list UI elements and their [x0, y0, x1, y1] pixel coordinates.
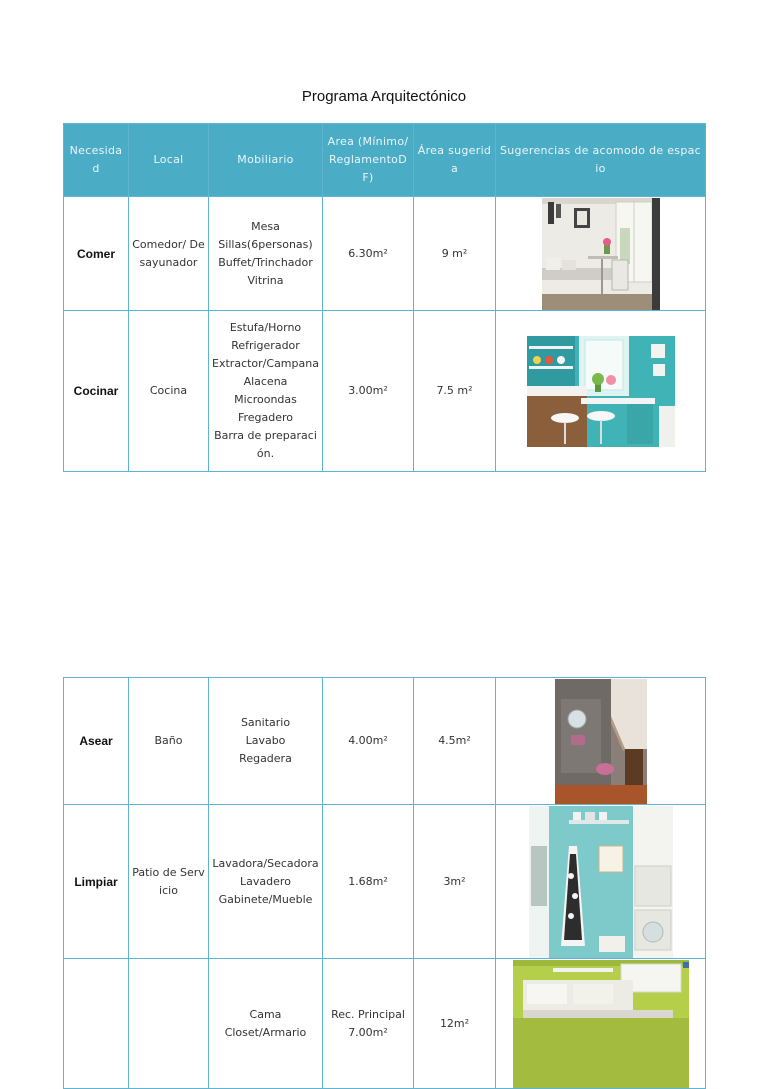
cell-area-sugerida: 7.5 m²	[414, 311, 496, 472]
cell-photo	[496, 805, 706, 959]
program-table-top	[63, 123, 706, 472]
cell-area-sugerida: 4.5m²	[414, 678, 496, 805]
cell-area-sugerida: 9 m²	[414, 197, 496, 311]
laundry-room-photo	[529, 806, 673, 958]
table-row	[64, 311, 706, 472]
header-necesidad: Necesidad	[64, 124, 129, 197]
cell-area-minima: Rec. Principal 7.00m²	[323, 959, 414, 1089]
cell-mobiliario: Sanitario Lavabo Regadera	[209, 678, 323, 805]
table-row	[64, 805, 706, 959]
header-area-minima: Area (Mínimo/ReglamentoDF)	[323, 124, 414, 197]
cell-photo	[496, 311, 706, 472]
cell-photo	[496, 678, 706, 805]
header-local: Local	[129, 124, 209, 197]
cell-local: Cocina	[129, 311, 209, 472]
cell-local: Baño	[129, 678, 209, 805]
page-title: Programa Arquitectónico	[301, 88, 467, 105]
under-stair-bathroom-photo	[555, 679, 647, 804]
turquoise-kitchen-photo	[527, 336, 675, 447]
program-table-bottom	[63, 677, 706, 1089]
dining-nook-photo	[542, 198, 660, 310]
cell-necesidad: Limpiar	[64, 805, 129, 959]
cell-necesidad: Comer	[64, 197, 129, 311]
header-area-sugerida: Área sugerida	[414, 124, 496, 197]
cell-necesidad: Cocinar	[64, 311, 129, 472]
cell-area-minima: 3.00m²	[323, 311, 414, 472]
cell-area-sugerida: 3m²	[414, 805, 496, 959]
header-sugerencias: Sugerencias de acomodo de espacio	[496, 124, 706, 197]
cell-local: Comedor/ Desayunador	[129, 197, 209, 311]
cell-area-sugerida: 12m²	[414, 959, 496, 1089]
table-row	[64, 197, 706, 311]
table-row	[64, 678, 706, 805]
table-header-row	[64, 124, 706, 197]
cell-mobiliario: Lavadora/Secadora Lavadero Gabinete/Mueble	[209, 805, 323, 959]
cell-necesidad: Asear	[64, 678, 129, 805]
cell-mobiliario: Mesa Sillas(6personas) Buffet/Trinchador Vitrina	[209, 197, 323, 311]
cell-area-minima: 6.30m²	[323, 197, 414, 311]
cell-mobiliario: Estufa/Horno Refrigerador Extractor/Campana Alacena Microondas Fregadero Barra de preparación.	[209, 311, 323, 472]
header-mobiliario: Mobiliario	[209, 124, 323, 197]
cell-area-minima: 4.00m²	[323, 678, 414, 805]
cell-local: Patio de Servicio	[129, 805, 209, 959]
cell-area-minima: 1.68m²	[323, 805, 414, 959]
cell-mobiliario: Cama Closet/Armario	[209, 959, 323, 1089]
cell-photo	[496, 197, 706, 311]
